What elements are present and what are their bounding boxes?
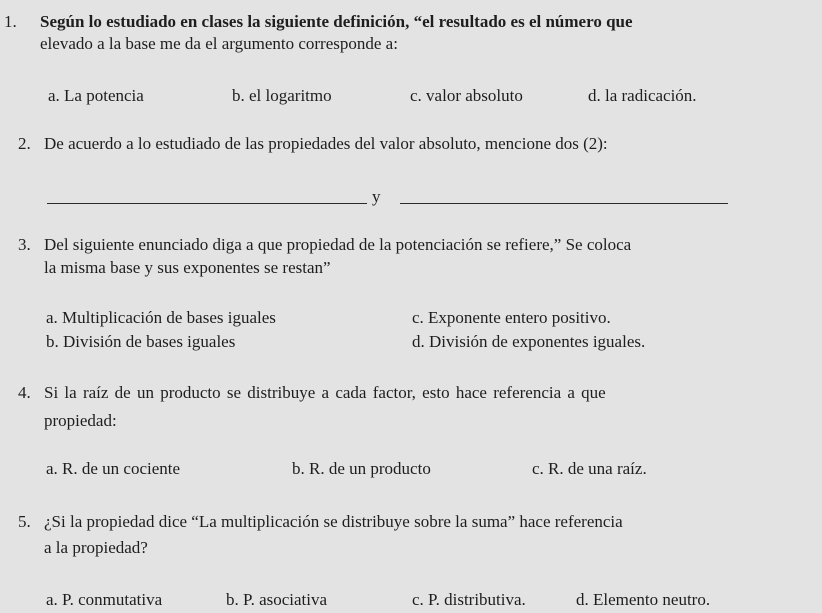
question-text-line-1: Si la raíz de un producto se distribuye a cada factor, esto hace referencia a que [44,383,606,402]
option-d: d. la radicación. [588,86,697,105]
answer-blank-2[interactable] [400,203,728,204]
option-a: a. Multiplicación de bases iguales [46,308,276,327]
option-b: b. el logaritmo [232,86,332,105]
option-a: a. R. de un cociente [46,459,181,478]
option-a: a. La potencia [48,86,144,105]
option-d: d. Elemento neutro. [576,590,711,609]
option-c: c. P. distributiva. [412,590,526,609]
option-c: c. valor absoluto [410,86,523,105]
option-b: b. P. asociativa [226,590,328,609]
question-text-line-1: ¿Si la propiedad dice “La multiplicación se distribuye sobre la suma” hace referencia [44,512,623,531]
question-number: 2. [18,134,31,153]
question-text-line-2: propiedad: [44,411,117,430]
option-c: c. R. de una raíz. [532,459,647,478]
option-a: a. P. conmutativa [46,590,163,609]
question-text-line-2: a la propiedad? [44,538,148,557]
option-b: b. R. de un producto [292,459,431,478]
question-number: 4. [18,383,31,402]
question-number: 1. [4,12,17,31]
question-number: 5. [18,512,31,531]
question-number: 3. [18,235,31,254]
question-text-line-2: la misma base y sus exponentes se restan” [44,258,331,277]
option-c: c. Exponente entero positivo. [412,308,611,327]
question-text-line-1: Según lo estudiado en clases la siguiente definición, “el resultado es el número que [40,12,633,31]
connector-word: y [372,187,381,206]
answer-blank-1[interactable] [47,203,367,204]
option-d: d. División de exponentes iguales. [412,332,646,351]
question-text-line-1: De acuerdo a lo estudiado de las propiedades del valor absoluto, mencione dos (2): [44,134,608,153]
option-b: b. División de bases iguales [46,332,236,351]
question-text-line-1: Del siguiente enunciado diga a que propiedad de la potenciación se refiere,” Se coloca [44,235,632,254]
question-text-line-2: elevado a la base me da el argumento corresponde a: [40,34,398,53]
